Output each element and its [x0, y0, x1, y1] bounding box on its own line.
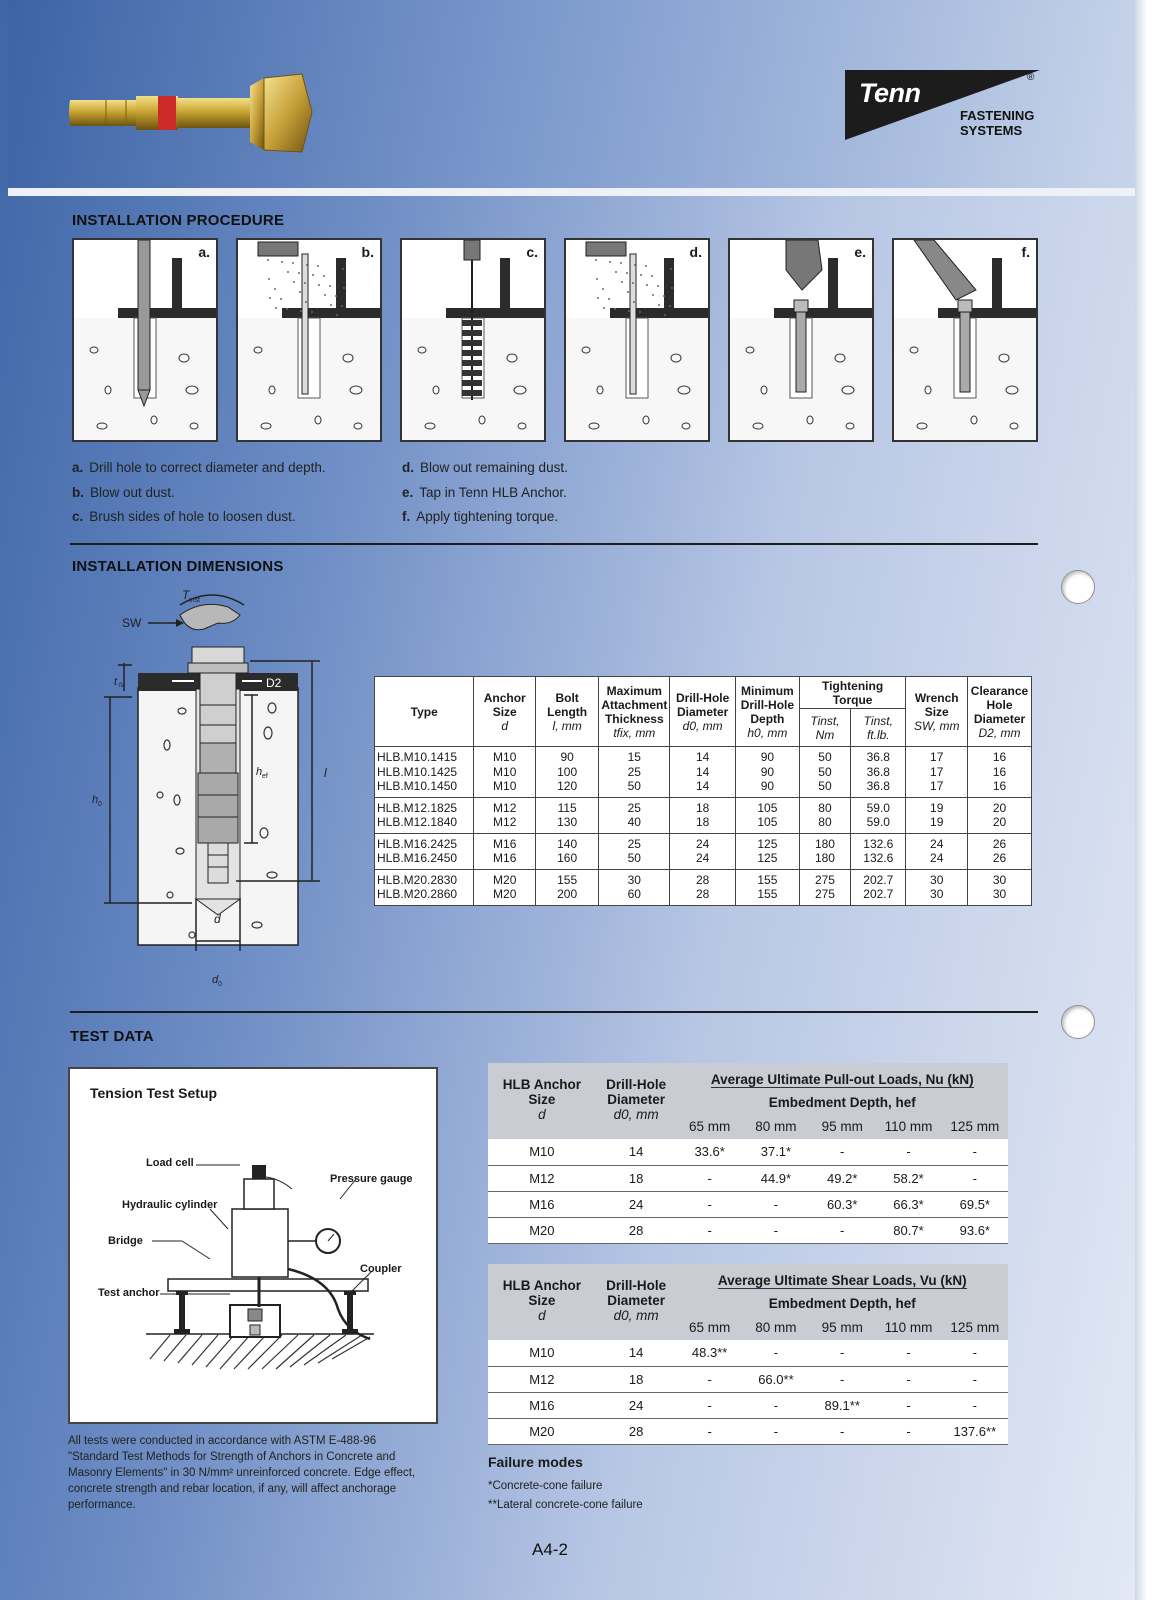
depth-header: 95 mm: [821, 1118, 863, 1134]
depth-header: 65 mm: [689, 1118, 731, 1134]
section-divider-1: [70, 543, 1038, 545]
tension-test-setup: [68, 1067, 438, 1424]
tenn-logo: [845, 70, 1045, 144]
installation-procedure-title: INSTALLATION PROCEDURE: [72, 212, 285, 229]
depth-header: 110 mm: [884, 1118, 933, 1134]
depth-header: 125 mm: [950, 1319, 1000, 1335]
depth-header: 80 mm: [755, 1319, 797, 1335]
dimension-group-row: HLB.M12.1825 HLB.M12.1840 M12 M12 115 130 25 40 18 18 105 105 80 80 59.0 59.0 19 19 20 20: [375, 797, 1032, 833]
steps-left: [72, 460, 326, 534]
step-a: a. Drill hole to correct diameter and depth.: [72, 460, 326, 475]
svg-text:0: 0: [98, 801, 102, 808]
pullout-row: M10 14 33.6* 37.1* - - -: [488, 1139, 1008, 1165]
procedure-panel-b: [236, 238, 382, 442]
pullout-row: M12 18 - 44.9* 49.2* 58.2* -: [488, 1165, 1008, 1191]
failure-modes-title: Failure modes: [488, 1454, 583, 1470]
step-d: d. Blow out remaining dust.: [402, 460, 568, 475]
step-b: b. Blow out dust.: [72, 484, 175, 500]
shear-row: M16 24 - - 89.1** - -: [488, 1392, 1008, 1418]
depth-header: 65 mm: [689, 1319, 731, 1335]
label-test-anchor: Test anchor: [98, 1287, 160, 1299]
svg-text:0: 0: [218, 981, 222, 988]
pullout-row: M20 28 - - - 80.7* 93.6*: [488, 1217, 1008, 1243]
shear-row: M10 14 48.3** - - - -: [488, 1340, 1008, 1366]
shear-row: M12 18 - 66.0** - - -: [488, 1366, 1008, 1392]
sw-label: SW: [122, 616, 142, 630]
panel-letter: e.: [854, 244, 866, 260]
svg-text:inst: inst: [189, 597, 200, 604]
dimension-group-row: HLB.M16.2425 HLB.M16.2450 M16 M16 140 160 25 50 24 24 125 125 180 180 132.6 132.6 24 24 26 26: [375, 833, 1032, 869]
panel-letter: f.: [1021, 244, 1030, 260]
dimension-group-row: HLB.M20.2830 HLB.M20.2860 M20 M20 155 200 30 60 28 28 155 155 275 275 202.7 202.7 30 30 30 30: [375, 869, 1032, 905]
test-data-title: TEST DATA: [70, 1028, 154, 1045]
panel-letter: b.: [361, 244, 374, 260]
installation-dimensions-table: Type Anchor Size d Bolt Length l, mm Maximum Attachment Thickness tfix, mm Drill-Hole Diameter d0, mm Minimum Drill-Hole Depth h0, mm Tightening Torque Wrench Size SW, mm Clearance Hole Diameter D2, mm Tinst, Nm Tinst, ft.lb. HLB.M10.1415 HLB.M10.1425 HLB.M10.1450 M10 M10 M10 90 100 120 15 25 50 14 14 14 90 90 90 50 50 50 36.8 36.8 36.8 17 17 17 16 16 16 HLB.M12.1825 HLB.M12.1840 M12 M12 115 130 25 40 18 18 105 105 80 80 59.0 59.0 19 19 20 20 HLB.M16.2425 HLB.M16.2450 M16 M16 140 160 25 50 24 24 125 125 180 180 132.6 132.6 24 24 26 26 HLB.M20.2830 HLB.M20.2860 M20 M20 155 200 30 60 28 28 155 155 275 275 202.7 202.7 30 30 30 30: [374, 676, 1032, 906]
procedure-panel-f: [892, 238, 1038, 442]
depth-header: 80 mm: [755, 1118, 797, 1134]
registered-mark: ®: [1027, 72, 1035, 83]
panel-letter: a.: [198, 244, 210, 260]
dimension-group-row: HLB.M10.1415 HLB.M10.1425 HLB.M10.1450 M10 M10 M10 90 100 120 15 25 50 14 14 14 90 90 90 50 50 50 36.8 36.8 36.8 17 17 17 16 16 16: [375, 747, 1032, 798]
binder-hole-bottom: [1061, 1005, 1095, 1039]
panel-letter: d.: [689, 244, 702, 260]
shear-row: M20 28 - - - - 137.6**: [488, 1418, 1008, 1444]
step-e: e. Tap in Tenn HLB Anchor.: [402, 484, 567, 500]
svg-text:l: l: [324, 766, 327, 780]
svg-text:d: d: [214, 912, 221, 926]
d2-label: D2: [266, 676, 282, 690]
depth-header: 95 mm: [821, 1319, 863, 1335]
svg-text:h: h: [256, 766, 263, 778]
tension-test-title: Tension Test Setup: [90, 1085, 218, 1101]
page-edge: [1135, 0, 1165, 1600]
shear-loads-table: HLB Anchor Size d Drill-Hole Diameter d0, mm Average Ultimate Shear Loads, Vu (kN) Embedment Depth, hef 65 mm 80 mm 95 mm 110 mm 125 mm M10 14 48.3** - - - - M12 18 - 66.0** - - - M16 24 - - 89.1** - - M20 28 - - - - 137.6**: [488, 1264, 1008, 1445]
failure-double: **Lateral concrete-cone failure: [488, 1499, 643, 1511]
installation-dimensions-title: INSTALLATION DIMENSIONS: [72, 558, 284, 575]
logo-subtitle: FASTENING SYSTEMS: [960, 108, 1035, 138]
panel-letter: c.: [526, 244, 538, 260]
tinst-label: T: [182, 588, 190, 602]
label-coupler: Coupler: [360, 1263, 402, 1275]
label-hydraulic-cylinder: Hydraulic cylinder: [122, 1199, 218, 1211]
depth-header: 125 mm: [950, 1118, 1000, 1134]
svg-text:fix: fix: [119, 683, 125, 689]
depth-header: 110 mm: [884, 1319, 933, 1335]
steps-right: [402, 460, 568, 534]
logo-name: Tenn: [859, 78, 921, 108]
svg-text:h: h: [92, 794, 99, 806]
svg-text:ef: ef: [262, 773, 268, 780]
procedure-panel-d: [564, 238, 710, 442]
binder-hole-top: [1061, 570, 1095, 604]
svg-text:t: t: [114, 676, 118, 688]
header-divider: [8, 188, 1135, 196]
procedure-panel-c: [400, 238, 546, 442]
step-c: c. Brush sides of hole to loosen dust.: [72, 509, 296, 524]
installation-dimensions-diagram: [92, 585, 342, 995]
test-note: All tests were conducted in accordance with ASTM E-488-96 "Standard Test Methods for Strength of Anchors in Concrete and Masonry Elements" in 30 N/mm² unreinforced concrete. Edge effect, concrete strength and rebar location, if any, will affect anchorage performance.: [68, 1435, 416, 1511]
section-divider-2: [70, 1011, 1038, 1013]
procedure-panel-a: [72, 238, 218, 442]
pullout-row: M16 24 - - 60.3* 66.3* 69.5*: [488, 1191, 1008, 1217]
label-load-cell: Load cell: [146, 1157, 194, 1169]
svg-text:d: d: [212, 974, 219, 986]
anchor-bolt-image: [66, 64, 316, 160]
page-number: A4-2: [532, 1540, 568, 1559]
procedure-panel-e: [728, 238, 874, 442]
step-f: f. Apply tightening torque.: [402, 509, 559, 524]
pullout-loads-table: HLB Anchor Size d Drill-Hole Diameter d0, mm Average Ultimate Pull-out Loads, Nu (kN) Embedment Depth, hef 65 mm 80 mm 95 mm 110 mm 125 mm M10 14 33.6* 37.1* - - - M12 18 - 44.9* 49.2* 58.2* - M16 24 - - 60.3* 66.3* 69.5* M20 28 - - - 80.7* 93.6*: [488, 1063, 1008, 1244]
label-pressure-gauge: Pressure gauge: [330, 1173, 413, 1185]
label-bridge: Bridge: [108, 1235, 143, 1247]
failure-single: *Concrete-cone failure: [488, 1480, 603, 1492]
